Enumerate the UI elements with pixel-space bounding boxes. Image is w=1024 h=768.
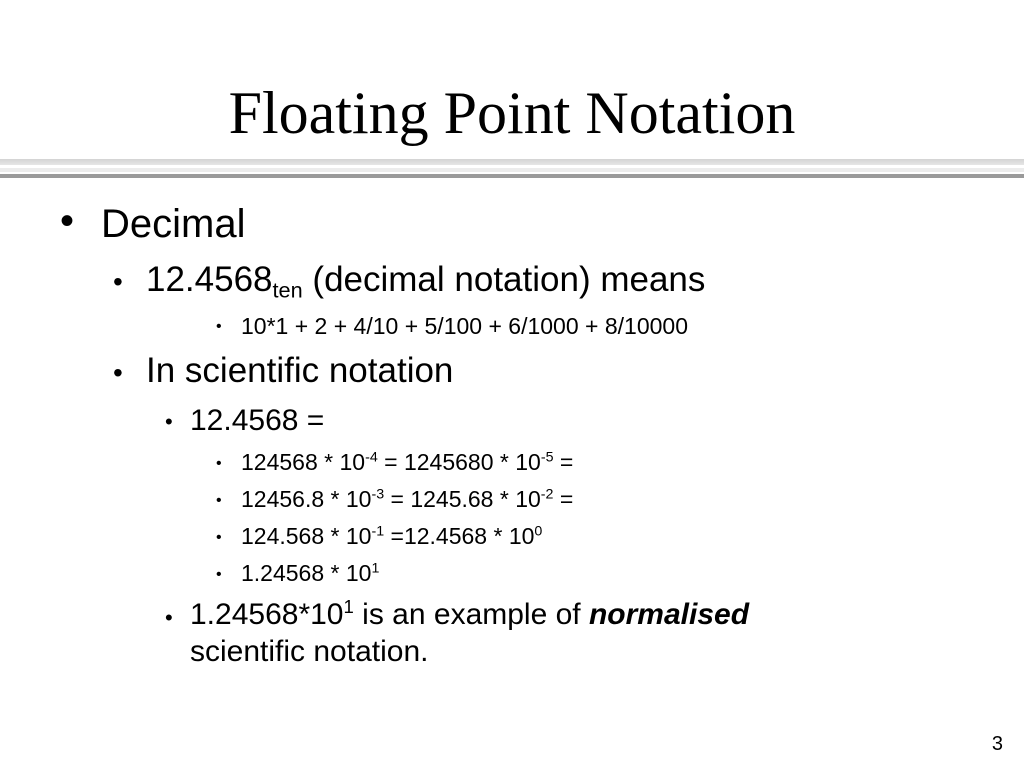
step-text: =	[553, 486, 574, 512]
step-text: =12.4568 * 10	[384, 523, 535, 549]
step-text: = 1245.68 * 10	[384, 486, 541, 512]
exponent: -2	[540, 486, 554, 503]
subscript-ten: ten	[272, 277, 303, 303]
number-text: 12.4568	[146, 260, 273, 299]
bullet-icon: •	[60, 199, 75, 243]
slide-title: Floating Point Notation	[228, 80, 796, 146]
emphasis-normalised: normalised	[588, 598, 750, 631]
bullet-step-1	[241, 448, 573, 476]
exponent: -4	[365, 449, 378, 466]
exponent: 1	[371, 560, 380, 577]
bullet-icon: •	[216, 492, 222, 509]
bullet-icon: •	[216, 318, 222, 335]
step-text: = 1245680 * 10	[377, 449, 541, 475]
step-text: 12456.8 * 10	[241, 486, 372, 512]
normalised-text: 1.24568*10	[190, 598, 344, 631]
title-divider-top	[0, 159, 1024, 165]
step-text: =	[553, 449, 574, 475]
bullet-step-3	[241, 522, 542, 550]
step-text: 124.568 * 10	[241, 523, 372, 549]
title-divider-middle	[0, 168, 1024, 172]
bullet-normalised	[190, 597, 749, 633]
step-text: 124568 * 10	[241, 449, 366, 475]
bullet-decimal: Decimal	[101, 202, 246, 246]
bullet-icon: •	[113, 357, 123, 388]
bullet-normalised-continuation: scientific notation.	[190, 635, 429, 668]
bullet-decimal-notation	[146, 260, 706, 303]
exponent: -1	[371, 523, 385, 540]
bullet-icon: •	[216, 529, 222, 546]
bullet-icon: •	[165, 409, 173, 434]
bullet-icon: •	[113, 266, 123, 297]
bullet-step-2	[241, 485, 573, 513]
bullet-step-4	[241, 559, 379, 587]
exponent: 1	[343, 595, 354, 617]
bullet-icon: •	[216, 455, 222, 472]
bullet-equals: 12.4568 =	[190, 404, 325, 437]
means-text: (decimal notation) means	[302, 260, 706, 299]
exponent: -5	[540, 449, 554, 466]
page-number: 3	[991, 733, 1003, 755]
title-divider-bottom	[0, 174, 1024, 178]
bullet-expansion: 10*1 + 2 + 4/10 + 5/100 + 6/1000 + 8/10000	[241, 313, 688, 339]
step-text: 1.24568 * 10	[241, 560, 372, 586]
bullet-icon: •	[216, 566, 222, 583]
normalised-text: is an example of	[353, 598, 589, 631]
bullet-scientific-notation: In scientific notation	[146, 351, 454, 390]
bullet-icon: •	[165, 605, 173, 630]
exponent: 0	[534, 523, 543, 540]
exponent: -3	[371, 486, 385, 503]
